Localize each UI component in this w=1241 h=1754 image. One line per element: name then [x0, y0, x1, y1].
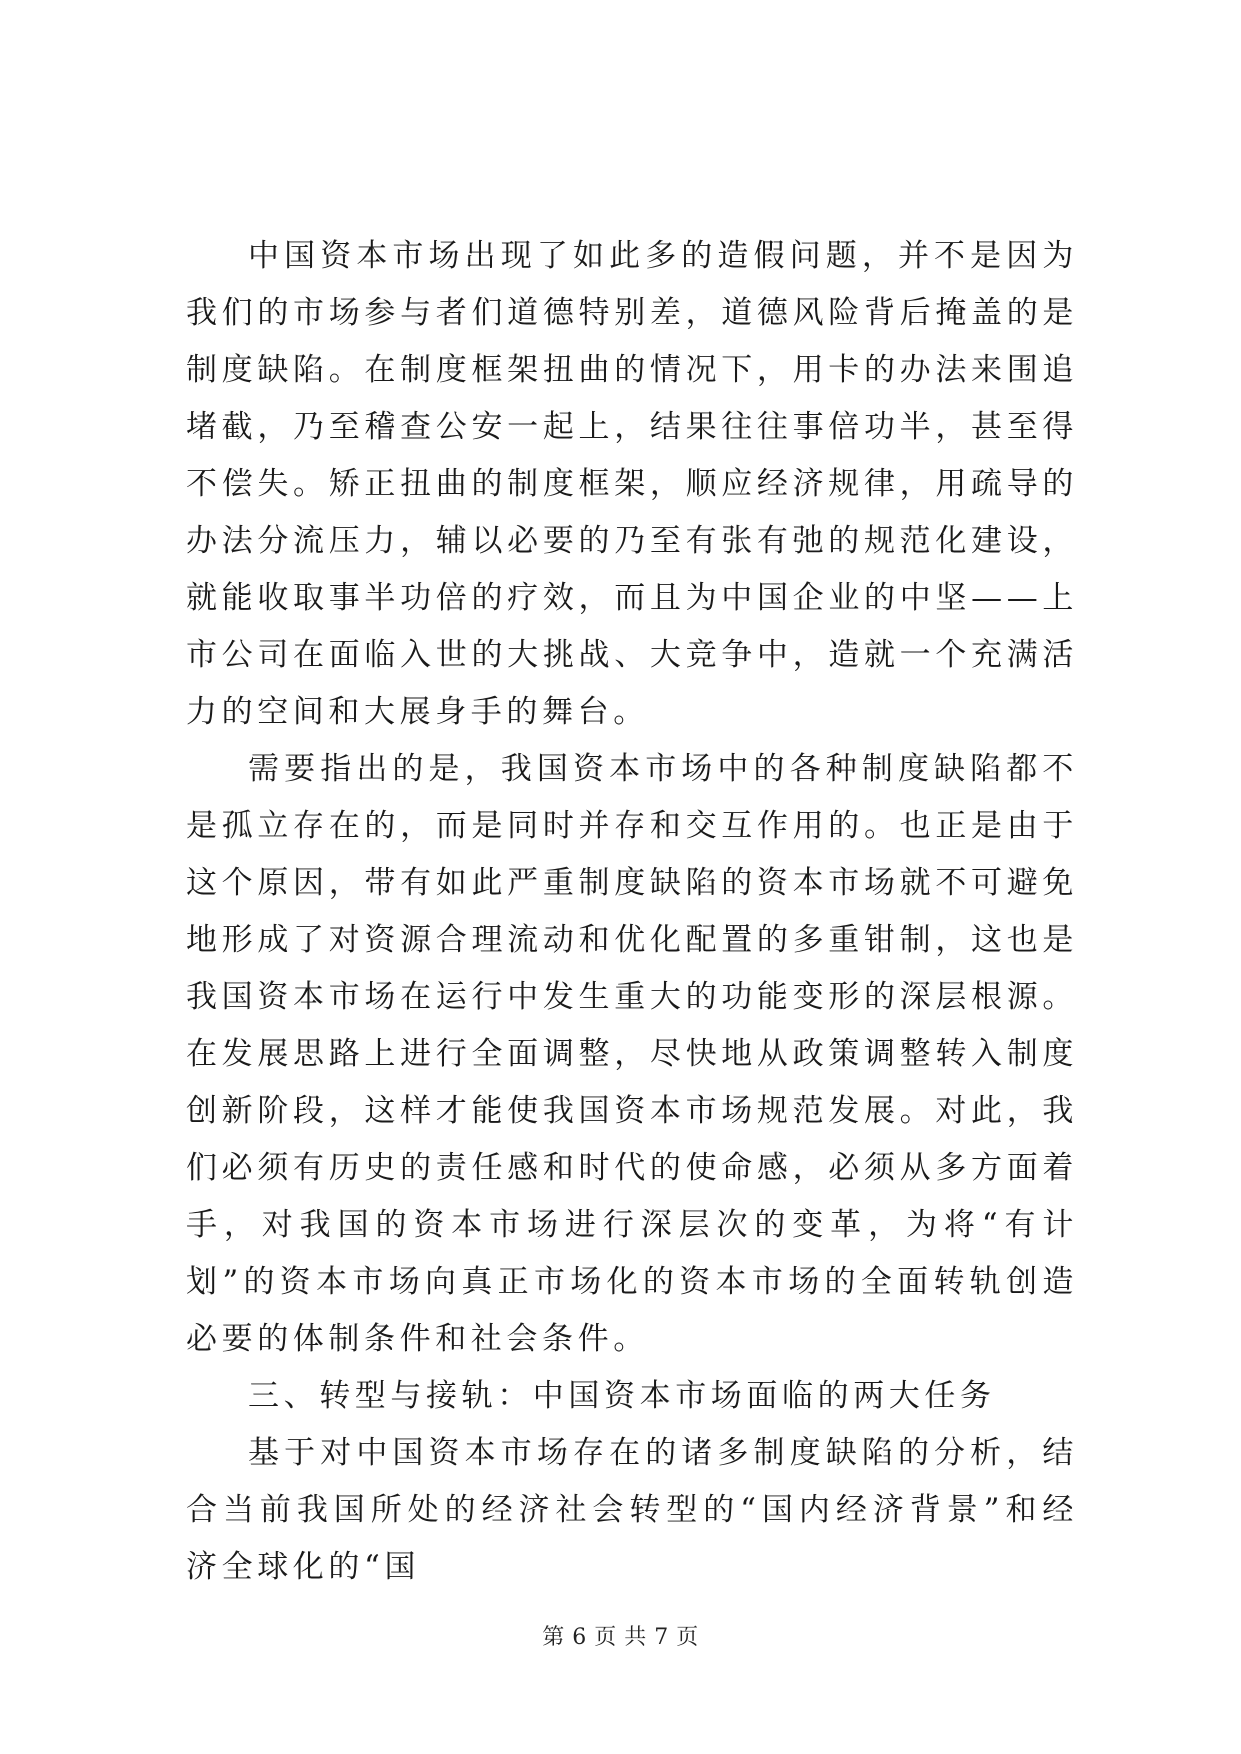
document-body	[186, 228, 1078, 1596]
section-heading: 三、转型与接轨：中国资本市场面临的两大任务	[248, 1378, 996, 1414]
page-footer: 第 6 页 共 7 页	[542, 1625, 699, 1650]
paragraph: 中国资本市场出现了如此多的造假问题，并不是因为我们的市场参与者们道德特别差，道德风险背后掩盖的是制度缺陷。在制度框架扭曲的情况下，用卡的办法来围追堵截，乃至稽查公安一起上，结果往往事倍功半，甚至得不偿失。矫正扭曲的制度框架，顺应经济规律，用疏导的办法分流压力，辅以必要的乃至有张有弛的规范化建设，就能收取事半功倍的疗效，而且为中国企业的中坚——上市公司在面临入世的大挑战、大竞争中，造就一个充满活力的空间和大展身手的舞台。	[186, 238, 1078, 730]
paragraph: 需要指出的是，我国资本市场中的各种制度缺陷都不是孤立存在的，而是同时并存和交互作用的。也正是由于这个原因，带有如此严重制度缺陷的资本市场就不可避免地形成了对资源合理流动和优化配置的多重钳制，这也是我国资本市场在运行中发生重大的功能变形的深层根源。在发展思路上进行全面调整，尽快地从政策调整转入制度创新阶段，这样才能使我国资本市场规范发展。对此，我们必须有历史的责任感和时代的使命感，必须从多方面着手，对我国的资本市场进行深层次的变革，为将“有计划”的资本市场向真正市场化的资本市场的全面转轨创造必要的体制条件和社会条件。	[186, 751, 1078, 1357]
paragraph: 基于对中国资本市场存在的诸多制度缺陷的分析，结合当前我国所处的经济社会转型的“国内经济背景”和经济全球化的“国	[186, 1435, 1078, 1585]
